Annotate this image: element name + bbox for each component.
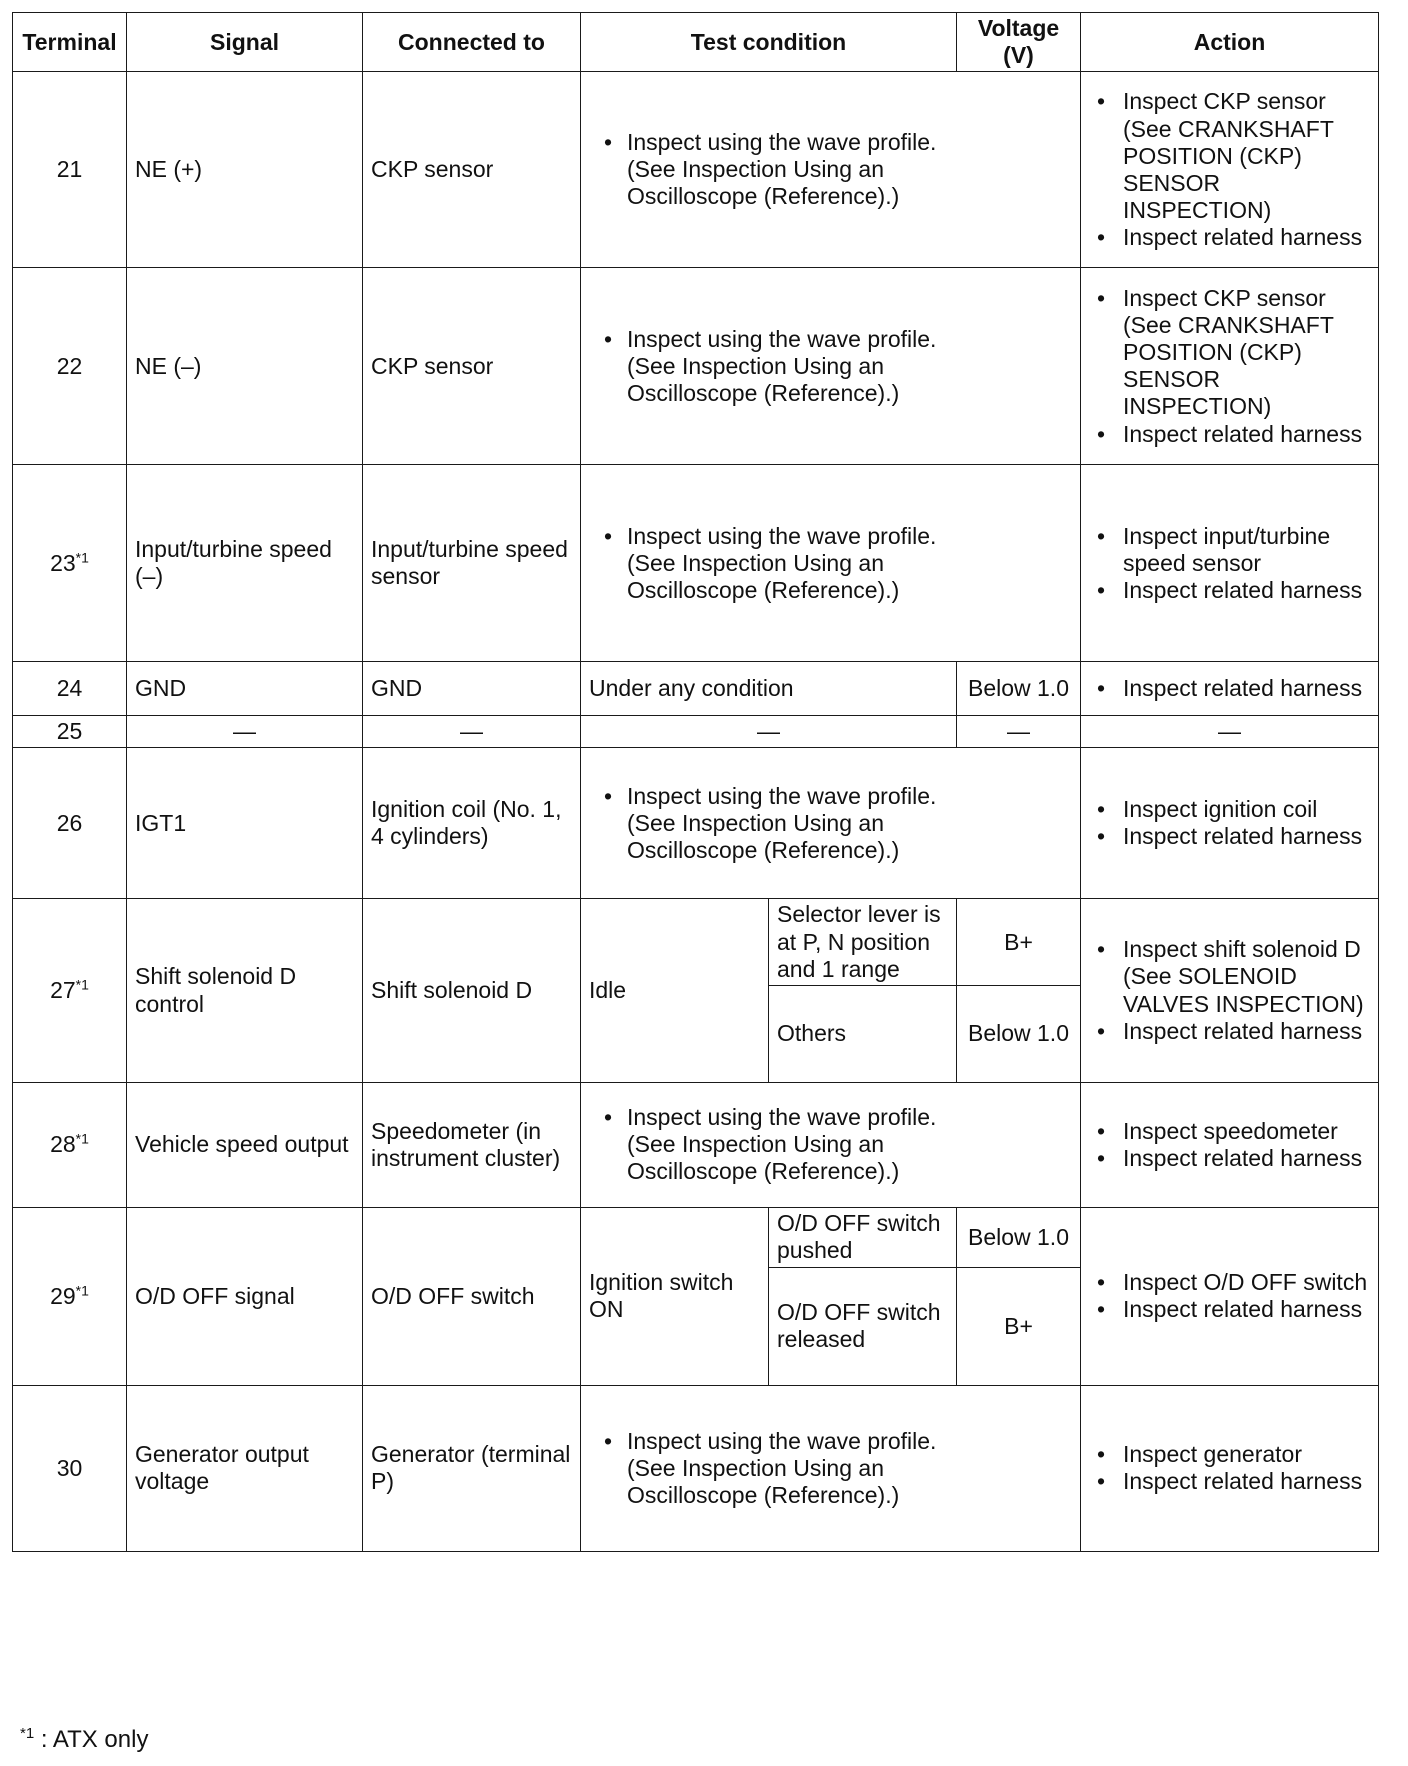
action-cell (1081, 72, 1379, 268)
terminal-cell (13, 1082, 127, 1207)
footnote-mark: *1 (75, 1130, 89, 1147)
terminal-cell (13, 465, 127, 662)
action-harness: Inspect related harness (1123, 1017, 1363, 1044)
action-harness: Inspect related harness (1123, 675, 1363, 702)
action-cell (1081, 1385, 1379, 1551)
action-text: Inspect CKP sensor (See CRANKSHAFT POSITION (CKP) SENSOR INSPECTION) (1123, 284, 1334, 420)
terminal-cell (13, 1207, 127, 1385)
sub-condition-cell: O/D OFF switch released (769, 1267, 957, 1385)
test-condition-cell (581, 748, 1081, 899)
footnote-mark: *1 (75, 1282, 89, 1299)
bullet-icon: • (1097, 284, 1106, 311)
footnote-mark: *1 (20, 1725, 35, 1742)
signal-cell: GND (127, 662, 363, 716)
wave-line-1: Inspect using the wave profile. (627, 1427, 937, 1454)
sub-condition-cell: Selector lever is at P, N position and 1 range (769, 899, 957, 985)
footnote-mark: *1 (75, 976, 89, 993)
bullet-icon: • (1097, 936, 1106, 963)
wave-line-3: Oscilloscope (Reference).) (627, 379, 900, 406)
wave-line-3: Oscilloscope (Reference).) (627, 1158, 900, 1185)
signal-cell: Vehicle speed output (127, 1082, 363, 1207)
wave-line-2: (See Inspection Using an (627, 1131, 884, 1158)
action-cell (1081, 1207, 1379, 1385)
connected-cell: CKP sensor (363, 268, 581, 465)
signal-cell: O/D OFF signal (127, 1207, 363, 1385)
bullet-icon: • (603, 325, 613, 352)
header-voltage-unit: (V) (1003, 42, 1034, 69)
action-cell (1081, 748, 1379, 899)
action-text: Inspect speedometer (1123, 1117, 1338, 1144)
action-cell (1081, 465, 1379, 662)
table-row (13, 465, 1379, 662)
voltage-cell: — (957, 716, 1081, 748)
test-condition-cell: Ignition switch ON (581, 1207, 769, 1385)
terminal-cell: 30 (13, 1385, 127, 1551)
wave-line-3: Oscilloscope (Reference).) (627, 1481, 900, 1508)
test-condition-cell (581, 1082, 1081, 1207)
action-harness: Inspect related harness (1123, 420, 1363, 447)
bullet-icon: • (1097, 1296, 1106, 1323)
action-cell (1081, 899, 1379, 1082)
table-row (13, 899, 1379, 985)
terminal-cell: 26 (13, 748, 127, 899)
bullet-icon: • (1097, 823, 1106, 850)
connected-cell: Ignition coil (No. 1, 4 cylinders) (363, 748, 581, 899)
action-harness: Inspect related harness (1123, 1144, 1363, 1171)
wave-line-1: Inspect using the wave profile. (627, 325, 937, 352)
bullet-icon: • (603, 129, 613, 156)
terminal-voltage-table (12, 12, 1379, 1552)
bullet-icon: • (1097, 420, 1106, 447)
action-cell (1081, 662, 1379, 716)
test-condition-cell (581, 268, 1081, 465)
wave-line-3: Oscilloscope (Reference).) (627, 836, 900, 863)
action-text: Inspect input/turbine speed sensor (1123, 522, 1331, 576)
connected-cell: GND (363, 662, 581, 716)
bullet-icon: • (1097, 88, 1106, 115)
bullet-icon: • (603, 522, 613, 549)
header-terminal: Terminal (13, 13, 127, 72)
bullet-icon: • (1097, 522, 1106, 549)
terminal-cell: 22 (13, 268, 127, 465)
test-condition-cell (581, 72, 1081, 268)
connected-cell: Input/turbine speed sensor (363, 465, 581, 662)
bullet-icon: • (1097, 1441, 1106, 1468)
signal-cell: Generator output voltage (127, 1385, 363, 1551)
action-harness: Inspect related harness (1123, 1468, 1363, 1495)
table-row (13, 716, 1379, 748)
terminal-number: 23 (50, 549, 76, 576)
connected-cell: Shift solenoid D (363, 899, 581, 1082)
voltage-cell: B+ (957, 899, 1081, 985)
bullet-icon: • (1097, 1468, 1106, 1495)
action-cell: — (1081, 716, 1379, 748)
terminal-cell: 25 (13, 716, 127, 748)
header-signal: Signal (127, 13, 363, 72)
connected-cell: CKP sensor (363, 72, 581, 268)
action-harness: Inspect related harness (1123, 1296, 1363, 1323)
signal-cell: — (127, 716, 363, 748)
header-voltage-label: Voltage (977, 15, 1060, 41)
wave-line-1: Inspect using the wave profile. (627, 1104, 937, 1131)
action-harness: Inspect related harness (1123, 224, 1363, 250)
action-text: Inspect generator (1123, 1441, 1303, 1468)
header-action: Action (1081, 13, 1379, 72)
bullet-icon: • (1097, 1269, 1106, 1296)
signal-cell: Shift solenoid D control (127, 899, 363, 1082)
voltage-cell: Below 1.0 (957, 985, 1081, 1082)
footnote (20, 1726, 148, 1754)
sub-condition-cell: Others (769, 985, 957, 1082)
connected-cell: O/D OFF switch (363, 1207, 581, 1385)
header-connected-to: Connected to (363, 13, 581, 72)
voltage-cell: Below 1.0 (957, 662, 1081, 716)
sub-condition-cell: O/D OFF switch pushed (769, 1207, 957, 1267)
wave-line-2: (See Inspection Using an (627, 156, 884, 183)
footnote-mark: *1 (75, 549, 89, 566)
connected-cell: Generator (terminal P) (363, 1385, 581, 1551)
wave-line-2: (See Inspection Using an (627, 1454, 884, 1481)
test-condition-cell: Idle (581, 899, 769, 1082)
signal-cell: Input/turbine speed (–) (127, 465, 363, 662)
header-test-condition: Test condition (581, 13, 957, 72)
terminal-number: 29 (50, 1282, 76, 1309)
signal-cell: NE (+) (127, 72, 363, 268)
terminal-cell: 24 (13, 662, 127, 716)
action-text: Inspect shift solenoid D (See SOLENOID VALVES INSPECTION) (1123, 936, 1364, 1017)
bullet-icon: • (603, 1427, 613, 1454)
action-text: Inspect O/D OFF switch (1123, 1269, 1368, 1296)
table-row (13, 662, 1379, 716)
voltage-cell: B+ (957, 1267, 1081, 1385)
wave-line-2: (See Inspection Using an (627, 809, 884, 836)
bullet-icon: • (603, 1104, 613, 1131)
terminal-cell: 21 (13, 72, 127, 268)
header-voltage (957, 13, 1081, 72)
terminal-cell (13, 899, 127, 1082)
connected-cell: Speedometer (in instrument cluster) (363, 1082, 581, 1207)
wave-line-2: (See Inspection Using an (627, 549, 884, 576)
table-row (13, 1082, 1379, 1207)
bullet-icon: • (1097, 675, 1106, 702)
bullet-icon: • (1097, 1017, 1106, 1044)
action-text: Inspect CKP sensor (See CRANKSHAFT POSITION (CKP) SENSOR INSPECTION) (1123, 88, 1334, 223)
header-row (13, 13, 1379, 72)
table-row (13, 72, 1379, 268)
bullet-icon: • (603, 782, 613, 809)
footnote-text: : ATX only (40, 1726, 149, 1753)
voltage-cell: Below 1.0 (957, 1207, 1081, 1267)
terminal-number: 27 (50, 977, 76, 1003)
wave-line-3: Oscilloscope (Reference).) (627, 576, 900, 603)
signal-cell: NE (–) (127, 268, 363, 465)
table-row (13, 1207, 1379, 1267)
wave-line-2: (See Inspection Using an (627, 352, 884, 379)
table-row (13, 1385, 1379, 1551)
action-cell (1081, 268, 1379, 465)
table-row (13, 748, 1379, 899)
wave-line-3: Oscilloscope (Reference).) (627, 183, 900, 210)
action-harness: Inspect related harness (1123, 576, 1363, 603)
wave-line-1: Inspect using the wave profile. (627, 782, 937, 809)
test-condition-cell (581, 1385, 1081, 1551)
signal-cell: IGT1 (127, 748, 363, 899)
bullet-icon: • (1097, 1144, 1106, 1171)
action-cell (1081, 1082, 1379, 1207)
bullet-icon: • (1097, 224, 1106, 250)
bullet-icon: • (1097, 796, 1106, 823)
action-harness: Inspect related harness (1123, 823, 1363, 850)
test-condition-cell: — (581, 716, 957, 748)
test-condition-cell (581, 465, 1081, 662)
wave-line-1: Inspect using the wave profile. (627, 129, 937, 156)
wave-line-1: Inspect using the wave profile. (627, 522, 937, 549)
action-text: Inspect ignition coil (1123, 796, 1318, 823)
bullet-icon: • (1097, 576, 1106, 603)
bullet-icon: • (1097, 1117, 1106, 1144)
table-row (13, 268, 1379, 465)
connected-cell: — (363, 716, 581, 748)
terminal-number: 28 (50, 1131, 76, 1158)
test-condition-cell: Under any condition (581, 662, 957, 716)
